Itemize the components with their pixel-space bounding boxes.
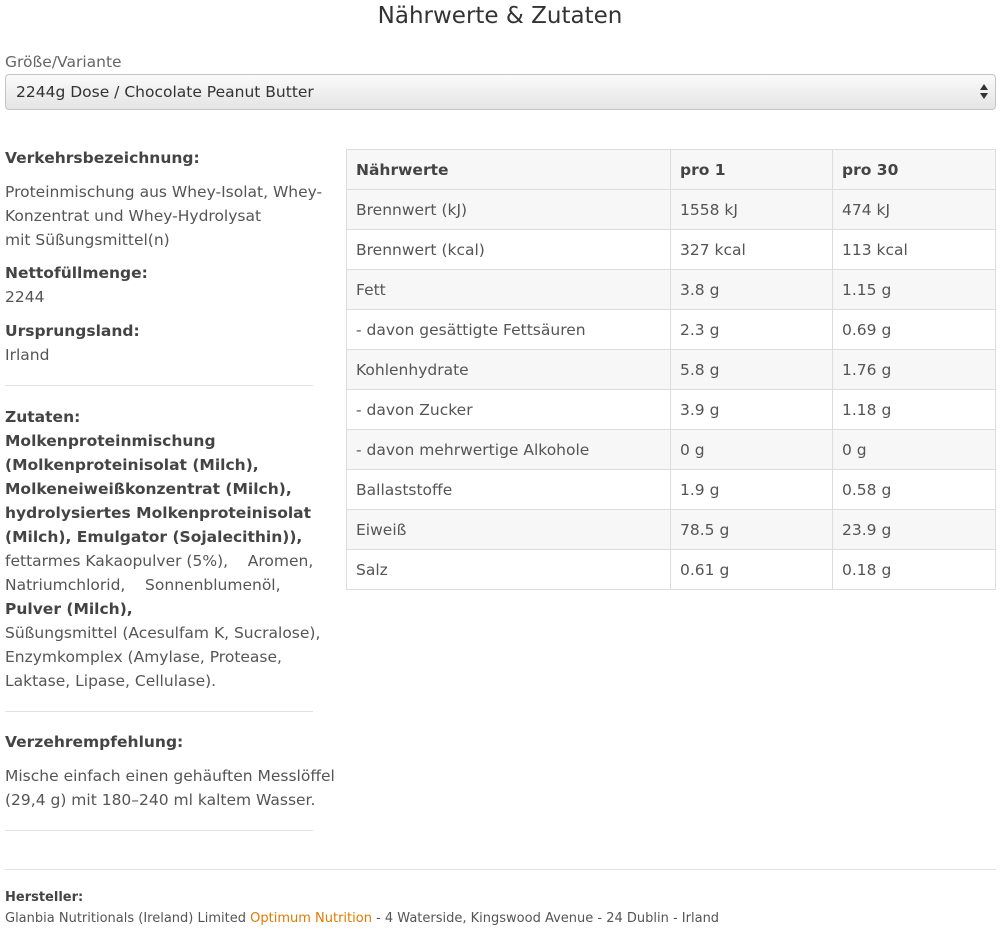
nutrition-row [347, 550, 996, 590]
ingredient-line: Süßungsmittel (Acesulfam K, Sucralose), [5, 624, 321, 642]
variant-selected-value: 2244g Dose / Chocolate Peanut Butter [16, 83, 314, 101]
manufacturer-info [5, 887, 719, 929]
nutrition-row [347, 430, 996, 470]
nutrition-table [346, 149, 996, 590]
footer-divider [5, 869, 996, 870]
nutrient-per-1: 1558 kJ [671, 190, 833, 230]
nutrient-per-1: 3.8 g [671, 270, 833, 310]
ingredient-line: hydrolysiertes Molkenproteinisolat [5, 504, 312, 522]
ingredient-line: Molkenproteinmischung [5, 432, 216, 450]
nutrient-per-1: 78.5 g [671, 510, 833, 550]
ingredient-line: fettarmes Kakaopulver (5%), Aromen, [5, 552, 314, 570]
nutrition-row [347, 230, 996, 270]
nutrition-row [347, 470, 996, 510]
variant-label: Größe/Variante [5, 53, 122, 71]
sales-name-line: Konzentrat und Whey-Hydrolysat [5, 207, 262, 225]
nutrient-per-1: 2.3 g [671, 310, 833, 350]
nutrition-row [347, 510, 996, 550]
nutrition-header: pro 30 [833, 150, 996, 190]
divider [5, 830, 313, 831]
manufacturer-address: - 4 Waterside, Kingswood Avenue - 24 Dublin - Irland [376, 911, 720, 926]
nutrition-row [347, 270, 996, 310]
sales-name-line: Proteinmischung aus Whey-Isolat, Whey- [5, 183, 323, 201]
nutrient-per-30: 0.18 g [833, 550, 996, 590]
nutrient-name: Eiweiß [347, 510, 671, 550]
manufacturer-line [5, 908, 719, 929]
nutrient-name: Fett [347, 270, 671, 310]
page-title: Nährwerte & Zutaten [377, 3, 623, 29]
nutrient-name: Salz [347, 550, 671, 590]
nutrition-header: pro 1 [671, 150, 833, 190]
product-info [5, 146, 335, 831]
nutrient-per-30: 23.9 g [833, 510, 996, 550]
nutrient-per-30: 1.18 g [833, 390, 996, 430]
ingredients-label: Zutaten: [5, 408, 81, 426]
net-quantity-value: 2244 [5, 288, 45, 306]
divider [5, 711, 313, 712]
nutrient-per-30: 0 g [833, 430, 996, 470]
sales-name-line: mit Süßungsmittel(n) [5, 231, 170, 249]
nutrition-header-row [347, 150, 996, 190]
nutrient-name: Brennwert (kJ) [347, 190, 671, 230]
ingredient-line: (Milch), Emulgator (Sojalecithin)), [5, 528, 303, 546]
recommendation-label: Verzehrempfehlung: [5, 733, 184, 751]
nutrient-per-30: 0.69 g [833, 310, 996, 350]
nutrient-per-1: 327 kcal [671, 230, 833, 270]
nutrient-per-1: 3.9 g [671, 390, 833, 430]
origin-label: Ursprungsland: [5, 322, 140, 340]
manufacturer-brand-link[interactable]: Optimum Nutrition [250, 911, 372, 926]
nutrient-per-30: 1.15 g [833, 270, 996, 310]
ingredient-line: Pulver (Milch), [5, 600, 133, 618]
nutrition-row [347, 190, 996, 230]
recommendation-text [5, 764, 335, 812]
nutrition-row [347, 350, 996, 390]
nutrient-per-1: 0 g [671, 430, 833, 470]
nutrient-name: - davon gesättigte Fettsäuren [347, 310, 671, 350]
nutrient-per-1: 1.9 g [671, 470, 833, 510]
ingredient-line: (Molkenproteinisolat (Milch), [5, 456, 259, 474]
nutrient-name: Brennwert (kcal) [347, 230, 671, 270]
ingredient-line: Enzymkomplex (Amylase, Protease, [5, 648, 282, 666]
nutrition-header: Nährwerte [347, 150, 671, 190]
nutrient-per-30: 113 kcal [833, 230, 996, 270]
nutrition-row [347, 310, 996, 350]
ingredients-list [5, 429, 321, 693]
nutrient-per-30: 0.58 g [833, 470, 996, 510]
nutrient-per-1: 0.61 g [671, 550, 833, 590]
manufacturer-label: Hersteller: [5, 890, 84, 905]
nutrient-name: - davon Zucker [347, 390, 671, 430]
ingredient-line: Molkeneiweißkonzentrat (Milch), [5, 480, 292, 498]
recommendation-line: Mische einfach einen gehäuften Messlöffel [5, 767, 335, 785]
nutrient-per-30: 474 kJ [833, 190, 996, 230]
nutrient-per-1: 5.8 g [671, 350, 833, 390]
nutrient-name: Ballaststoffe [347, 470, 671, 510]
origin-value: Irland [5, 346, 50, 364]
select-arrows-icon [979, 83, 989, 101]
nutrient-name: Kohlenhydrate [347, 350, 671, 390]
manufacturer-company: Glanbia Nutritionals (Ireland) Limited [5, 911, 246, 926]
ingredient-line: Natriumchlorid, Sonnenblumenöl, [5, 576, 281, 594]
nutrient-per-30: 1.76 g [833, 350, 996, 390]
ingredient-line: Laktase, Lipase, Cellulase). [5, 672, 217, 690]
sales-name-value [5, 180, 323, 252]
net-quantity-label: Nettofüllmenge: [5, 264, 148, 282]
sales-name-label: Verkehrsbezeichnung: [5, 149, 200, 167]
divider [5, 385, 313, 386]
nutrition-row [347, 390, 996, 430]
recommendation-line: (29,4 g) mit 180–240 ml kaltem Wasser. [5, 791, 316, 809]
variant-select[interactable] [5, 74, 996, 110]
nutrient-name: - davon mehrwertige Alkohole [347, 430, 671, 470]
